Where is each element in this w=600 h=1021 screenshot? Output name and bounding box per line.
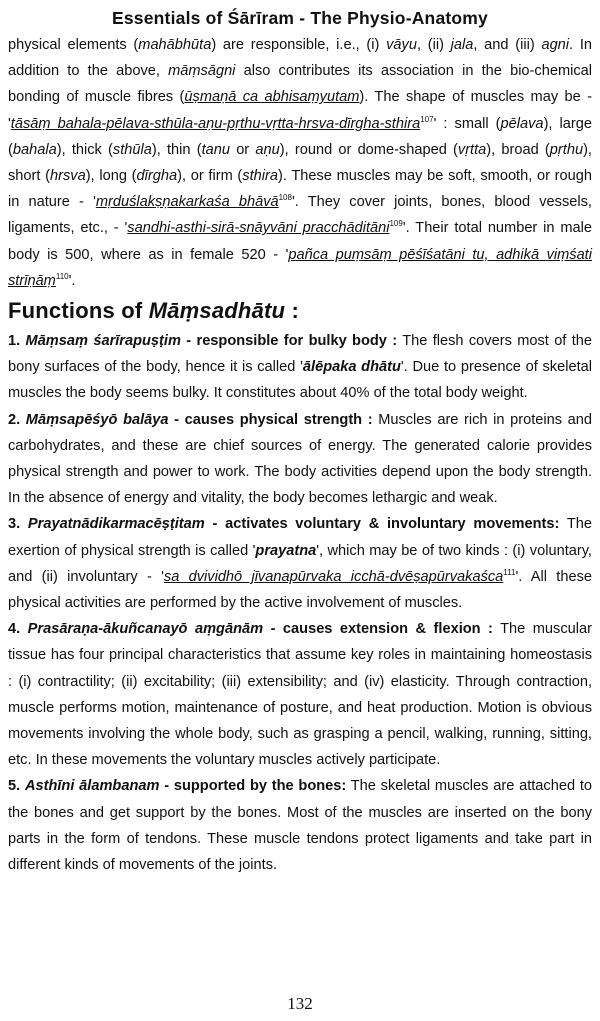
running-head: Essentials of Śārīram - The Physio-Anatomy	[111, 8, 488, 28]
function-item-2	[8, 407, 592, 512]
sanskrit-term: jala	[450, 37, 474, 53]
function-title	[8, 621, 493, 637]
sanskrit-term: ālēpaka dhātu	[302, 359, 401, 376]
sanskrit-term: tanu	[201, 141, 230, 158]
text-run: '. They cover joints, bones, blood vessels, ligaments, etc., - '	[8, 194, 592, 237]
function-title	[8, 516, 559, 532]
sanskrit-quote: mṛduślakṣṇakarkaśa bhāvā	[95, 194, 279, 211]
sanskrit-term: sthūla	[112, 141, 152, 158]
item-number: 1.	[8, 333, 26, 350]
heading-text: :	[285, 298, 300, 324]
footnote-ref: 108	[278, 193, 292, 203]
function-item-1	[8, 328, 592, 407]
sanskrit-term: vṛtta	[457, 141, 487, 158]
text-run: ), broad (	[486, 141, 550, 158]
function-item-3	[8, 511, 592, 616]
text-run: '. Their total number in male body is 500, where as in female 520 - '	[8, 220, 592, 263]
text-run: ), short (	[8, 141, 592, 185]
footnote-ref: 110	[55, 271, 69, 281]
sanskrit-quote: sandhi-asthi-sirā-snāyvāni pracchāditāni	[127, 220, 390, 237]
intro-paragraph	[8, 32, 592, 294]
sanskrit-term: pṛthu	[549, 141, 584, 158]
function-title-text: - activates voluntary & involuntary movements:	[204, 516, 560, 533]
footnote-ref: 109	[389, 219, 403, 229]
sanskrit-quote: sa dvividhō jīvanapūrvaka icchā-dvēṣapūrvakaśca	[163, 568, 504, 585]
text-run: ), large (	[8, 115, 593, 158]
function-title	[8, 412, 373, 428]
function-title-text: - causes physical strength :	[168, 411, 373, 428]
function-term: Prasāraṇa-ākuñcanayō aṃgānām	[27, 621, 264, 638]
page-number: 132	[287, 994, 313, 1013]
text-run: ), or firm (	[177, 168, 243, 185]
sanskrit-term: vāyu	[386, 37, 417, 53]
function-body: '. Due to presence of skeletal muscles the body seems bulky. It constitutes about 40% of the total body weight.	[8, 359, 592, 402]
sanskrit-term: hrsva	[50, 168, 86, 185]
section-heading	[8, 296, 592, 326]
function-body: The exertion of physical strength is called '	[8, 516, 592, 559]
function-body: The flesh covers most of the bony surfaces of the body, hence it is called '	[8, 333, 593, 376]
text-run: , and (iii)	[473, 37, 542, 53]
text-run: '.	[68, 272, 76, 289]
function-item-5	[8, 773, 592, 878]
item-number: 4.	[8, 621, 28, 638]
text-run: , (ii)	[416, 37, 451, 53]
sanskrit-quote: tāsāṃ bahala-pēlava-sthūla-aṇu-pṛthu-vṛtta-hrsva-dīrgha-sthira	[10, 115, 421, 132]
text-run: ) are responsible, i.e., (i)	[211, 37, 387, 53]
heading-text: Functions of	[8, 298, 149, 324]
function-term: Māṃsapēśyō balāya	[25, 411, 169, 428]
text-run: or	[229, 141, 256, 158]
function-title-text: - causes extension & flexion :	[263, 621, 493, 638]
sanskrit-quote: ūṣmaṇā ca abhisaṃyutam	[184, 89, 360, 106]
text-run: ). The shape of muscles may be - '	[8, 89, 592, 132]
sanskrit-quote: pañca puṃsāṃ pēśīśatāni tu, adhikā viṃśati strīṇāṃ	[8, 246, 592, 289]
text-run: physical elements (	[8, 37, 139, 53]
function-term: Asthīni ālambanam	[24, 778, 160, 795]
function-body: The skeletal muscles are attached to the bones and get support by the bones. Most of the muscles are inserted on the bony parts in the form of tendons. These muscle tendons protect ligaments and take part in different kinds of movements of the joints.	[8, 778, 593, 874]
sanskrit-term: prayatna	[255, 542, 317, 559]
function-item-4	[8, 616, 592, 773]
text-run: ), long (	[85, 168, 137, 185]
sanskrit-term: aṇu	[255, 141, 280, 158]
text-run: ), thick (	[56, 141, 113, 158]
function-title	[8, 778, 346, 794]
sanskrit-term: bahala	[12, 141, 57, 158]
function-title-text: - supported by the bones:	[159, 778, 347, 795]
text-run: ), round or dome-shaped (	[279, 141, 458, 158]
sanskrit-term: pēlava	[500, 115, 544, 132]
item-number: 5.	[8, 778, 25, 795]
sanskrit-term: dīrgha	[136, 168, 178, 185]
heading-term: Māṃsadhātu	[148, 298, 286, 324]
sanskrit-term: sthira	[242, 168, 278, 185]
function-title	[8, 333, 397, 349]
item-number: 3.	[8, 516, 28, 533]
function-term: Prayatnādikarmacēṣṭitam	[27, 516, 205, 533]
sanskrit-term: mahābhūta	[138, 37, 212, 53]
text-run: ), thin (	[151, 141, 202, 158]
text-run: ). These muscles may be soft, smooth, or rough in nature - '	[8, 168, 593, 211]
function-title-text: - responsible for bulky body :	[180, 333, 398, 350]
text-run: also contributes its association in the bio-chemical bonding of muscle fibres (	[8, 63, 592, 106]
text-run: . In addition to the above,	[8, 37, 593, 80]
function-body: The muscular tissue has four principal characteristics that assume key roles in maintaining homeostasis : (i) contractility; (ii) excitability; (iii) extensibility; and (iv) elasticity. Through contraction, muscle performs motion, maintenance of posture, and heat production. Motion is obvious movements involving the whole body, such as grasping a pencil, walking, running, sitting, etc. In these movements the voluntary muscles actively participate.	[8, 621, 592, 769]
footnote-ref: 107	[420, 114, 434, 124]
function-term: Māṃsaṃ śarīrapuṣṭim	[25, 333, 181, 350]
item-number: 2.	[8, 411, 26, 428]
sanskrit-term: agni	[541, 37, 570, 53]
footnote-ref: 111	[503, 568, 516, 577]
text-run: ' : small (	[433, 115, 501, 132]
function-body: Muscles are rich in proteins and carbohydrates, and these are chief sources of energy. The generated calorie provides physical strength and power to work. The body activities depend upon the body strength. In the absence of energy and vitality, the body becomes lethargic and weak.	[8, 411, 593, 507]
function-body: ', which may be of two kinds : (i) voluntary, and (ii) involuntary - '	[8, 542, 592, 585]
sanskrit-term: māṃsāgni	[168, 63, 236, 80]
function-body: '. All these physical activities are performed by the active involvement of muscles.	[8, 568, 592, 612]
